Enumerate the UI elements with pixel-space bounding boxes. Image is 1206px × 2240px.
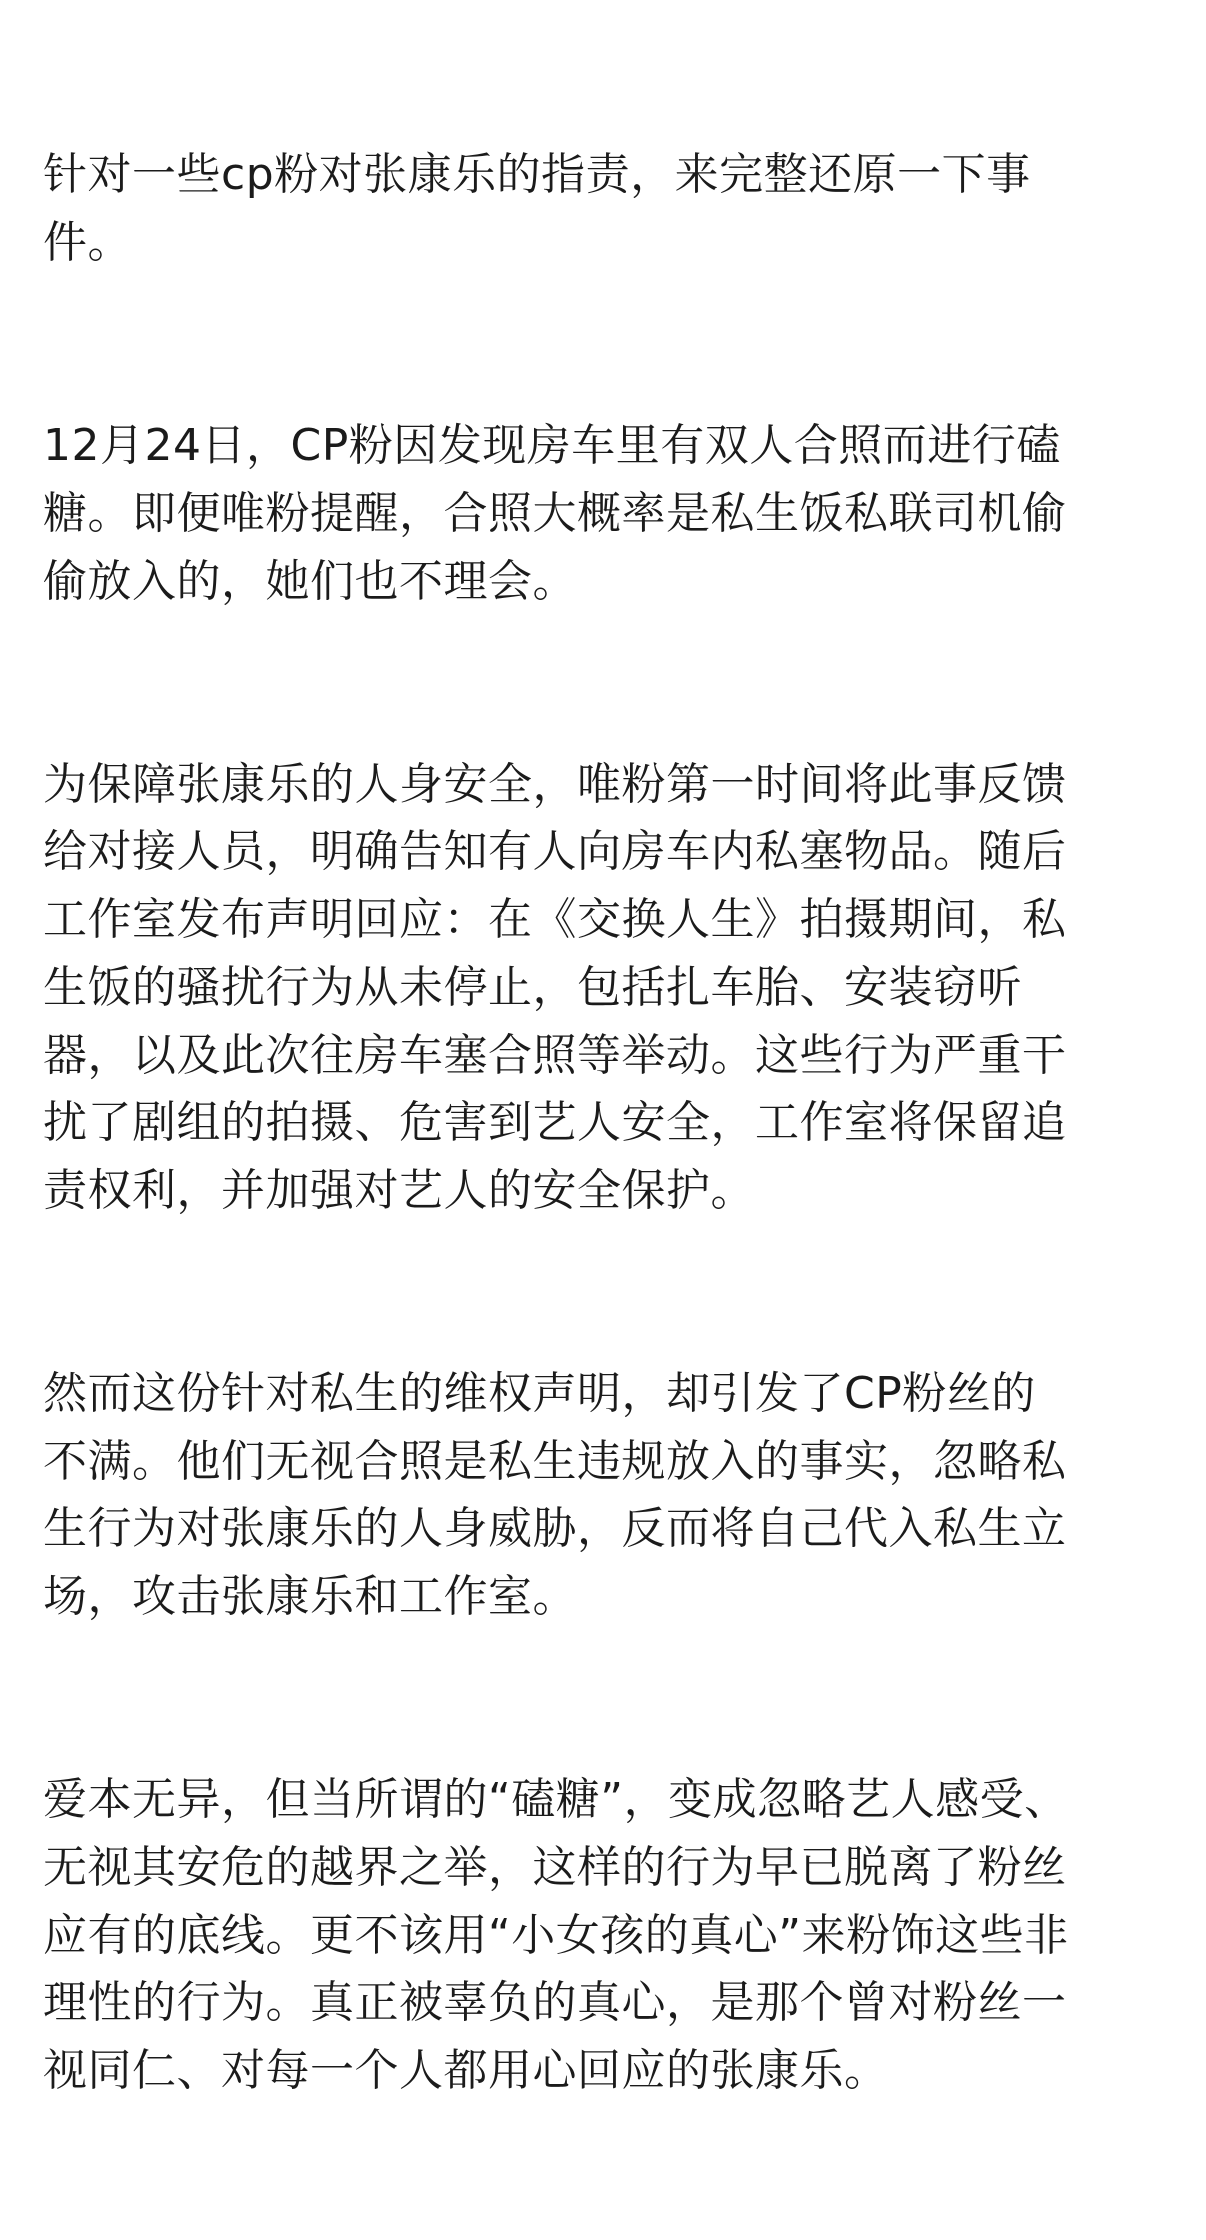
paragraph-intro: 针对一些cp粉对张康乐的指责，来完整还原一下事 件。 — [43, 149, 1031, 269]
paragraph-event: 12月24日，CP粉因发现房车里有双人合照而进行磕 糖。即便唯粉提醒，合照大概率是私生饭私联司机偷 偷放入的，她们也不理会。 — [43, 420, 1067, 607]
paragraph-studio-statement: 为保障张康乐的人身安全，唯粉第一时间将此事反馈 给对接人员，明确告知有人向房车内私塞物品。随后 工作室发布声明回应：在《交换人生》拍摄期间，私 生饭的骚扰行为从未停止，包括扎车胎、安装窃听 器，以及此次往房车塞合照等举动。这些行为严重干 扰了剧组的拍摄、危害到艺人安全，工作室将保留追 责权利，并加强对艺人的安全保护。 — [43, 758, 1067, 1216]
post-body — [43, 6, 1166, 2240]
paragraph-conclusion: 爱本无异，但当所谓的“磕糖”，变成忽略艺人感受、 无视其安危的越界之举，这样的行为早已脱离了粉丝 应有的底线。更不该用“小女孩的真心”来粉饰这些非 理性的行为。真正被辜负的真心，是那个曾对粉丝一 视同仁、对每一个人都用心回应的张康乐。 — [43, 1774, 1069, 2097]
paragraph-cp-reaction: 然而这份针对私生的维权声明，却引发了CP粉丝的 不满。他们无视合照是私生违规放入的事实，忽略私 生行为对张康乐的人身威胁，反而将自己代入私生立 场，攻击张康乐和工作室。 — [43, 1368, 1067, 1623]
